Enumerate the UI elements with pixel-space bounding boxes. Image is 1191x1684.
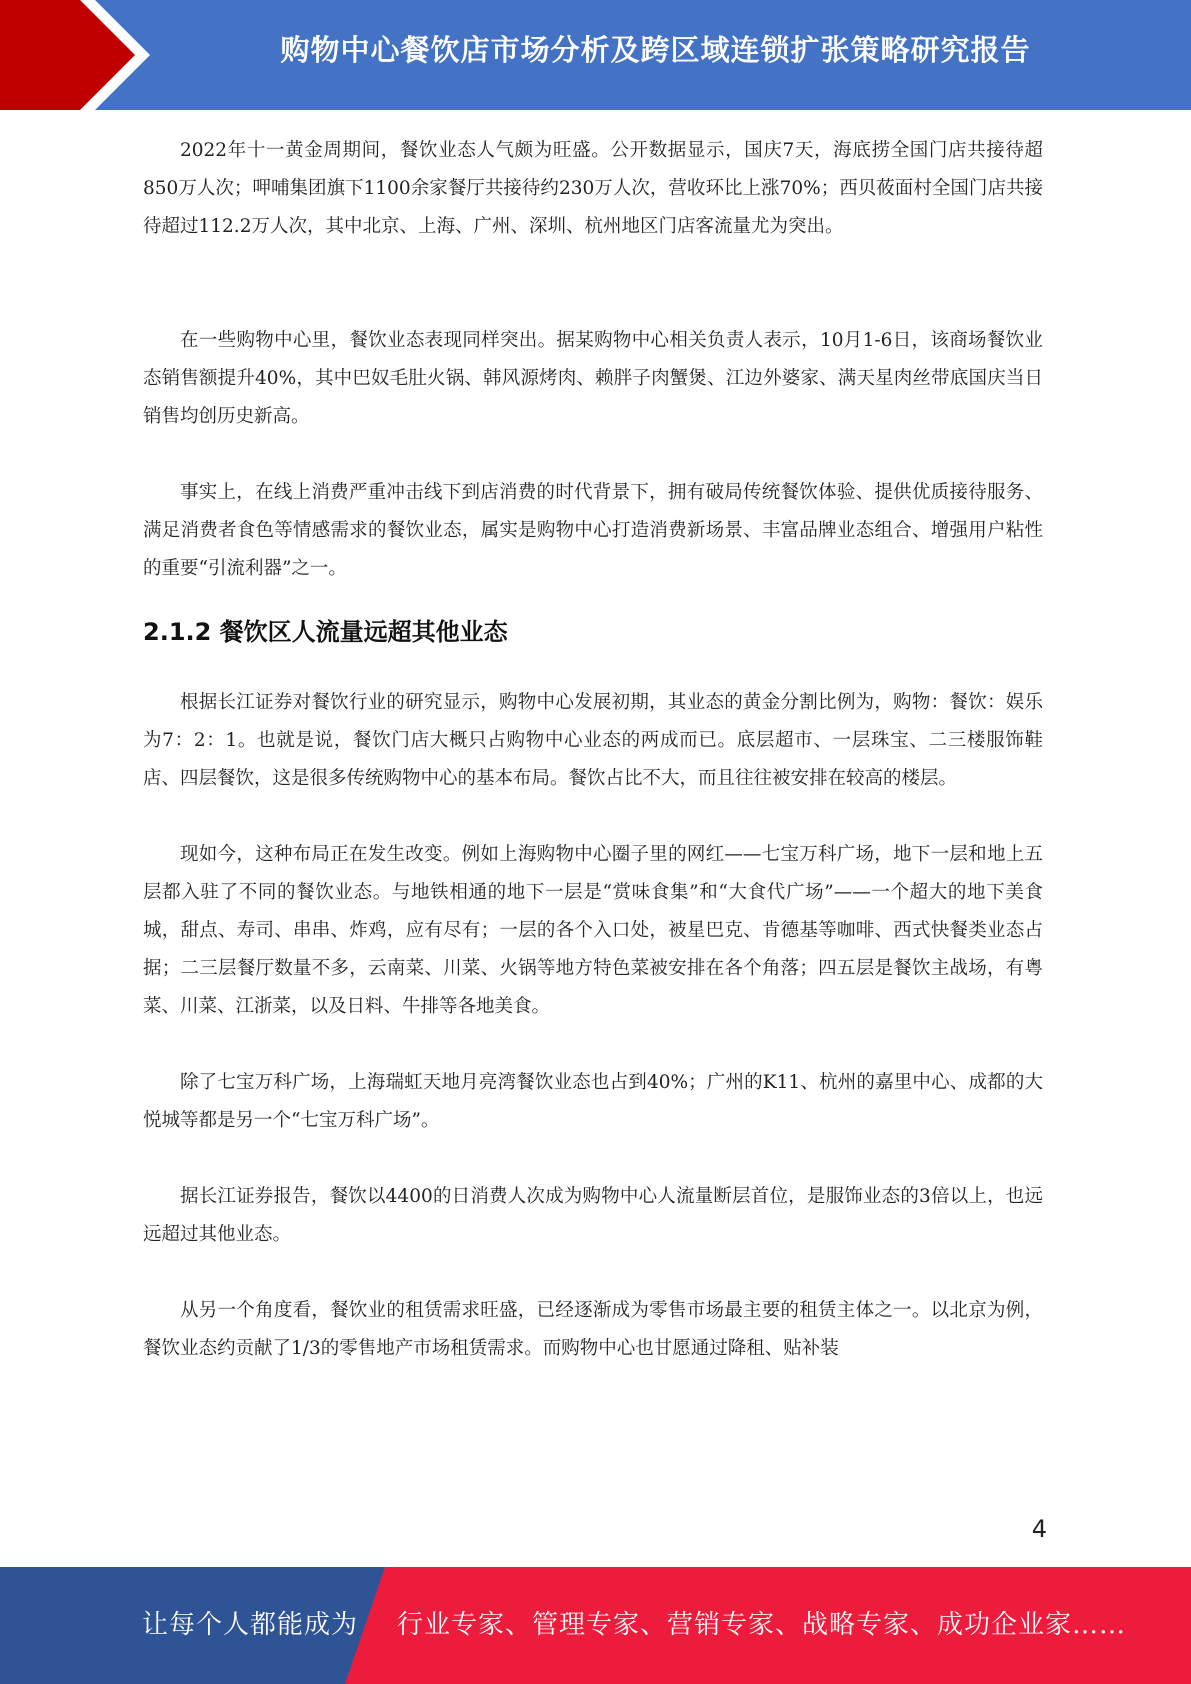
paragraph-golden-ratio: 根据长江证券对餐饮行业的研究显示，购物中心发展初期，其业态的黄金分割比例为，购物：餐饮：娱乐为7：2：1。也就是说，餐饮门店大概只占购物中心业态的两成而已。底层超市、一层珠宝、二三楼服饰鞋店、四层餐饮，这是很多传统购物中心的基本布局。餐饮占比不大，而且往往被安排在较高的楼层。 <box>143 692 1043 789</box>
page-header <box>0 0 1191 110</box>
paragraph-other-malls: 除了七宝万科广场，上海瑞虹天地月亮湾餐饮业态也占到40%；广州的K11、杭州的嘉里中心、成都的大悦城等都是另一个“七宝万科广场”。 <box>143 1072 1043 1131</box>
paragraph-traffic-driver: 事实上，在线上消费严重冲击线下到店消费的时代背景下，拥有破局传统餐饮体验、提供优质接待服务、满足消费者食色等情感需求的餐饮业态，属实是购物中心打造消费新场景、丰富品牌业态组合、增强用户粘性的重要“引流利器”之一。 <box>143 482 1043 579</box>
paragraph-golden-week: 2022年十一黄金周期间，餐饮业态人气颇为旺盛。公开数据显示，国庆7天，海底捞全国门店共接待超850万人次；呷哺集团旗下1100余家餐厅共接待约230万人次，营收环比上涨70%；西贝莜面村全国门店共接待超过112.2万人次，其中北京、上海、广州、深圳、杭州地区门店客流量尤为突出。 <box>143 140 1043 237</box>
paragraph-qibao-vanke: 现如今，这种布局正在发生改变。例如上海购物中心圈子里的网红——七宝万科广场，地下一层和地上五层都入驻了不同的餐饮业态。与地铁相通的地下一层是“赏味食集”和“大食代广场”——一个超大的地下美食城，甜点、寿司、串串、炸鸡，应有尽有；一层的各个入口处，被星巴克、肯德基等咖啡、西式快餐类业态占据；二三层餐厅数量不多，云南菜、川菜、火锅等地方特色菜被安排在各个角落；四五层是餐饮主战场，有粤菜、川菜、江浙菜，以及日料、牛排等各地美食。 <box>143 844 1043 1017</box>
document-body <box>143 132 1043 1368</box>
paragraph-leasing-demand: 从另一个角度看，餐饮业的租赁需求旺盛，已经逐渐成为零售市场最主要的租赁主体之一。以北京为例，餐饮业态约贡献了1/3的零售地产市场租赁需求。而购物中心也甘愿通过降租、贴补装 <box>143 1300 1043 1359</box>
footer-slogan-left: 让每个人都能成为 <box>142 1610 359 1640</box>
report-title: 购物中心餐饮店市场分析及跨区域连锁扩张策略研究报告 <box>280 33 1031 67</box>
section-heading: 2.1.2 餐饮区人流量远超其他业态 <box>143 618 508 646</box>
page-footer <box>0 1567 1191 1684</box>
paragraph-daily-traffic: 据长江证券报告，餐饮以4400的日消费人次成为购物中心人流量断层首位，是服饰业态的3倍以上，也远远超过其他业态。 <box>143 1186 1043 1245</box>
paragraph-mall-sales: 在一些购物中心里，餐饮业态表现同样突出。据某购物中心相关负责人表示，10月1-6日，该商场餐饮业态销售额提升40%，其中巴奴毛肚火锅、韩风源烤肉、赖胖子肉蟹煲、江边外婆家、满天星肉丝带底国庆当日销售均创历史新高。 <box>143 330 1043 427</box>
footer-slogan-right: 行业专家、管理专家、营销专家、战略专家、成功企业家…… <box>397 1610 1127 1640</box>
page-number: 4 <box>1031 1515 1047 1543</box>
